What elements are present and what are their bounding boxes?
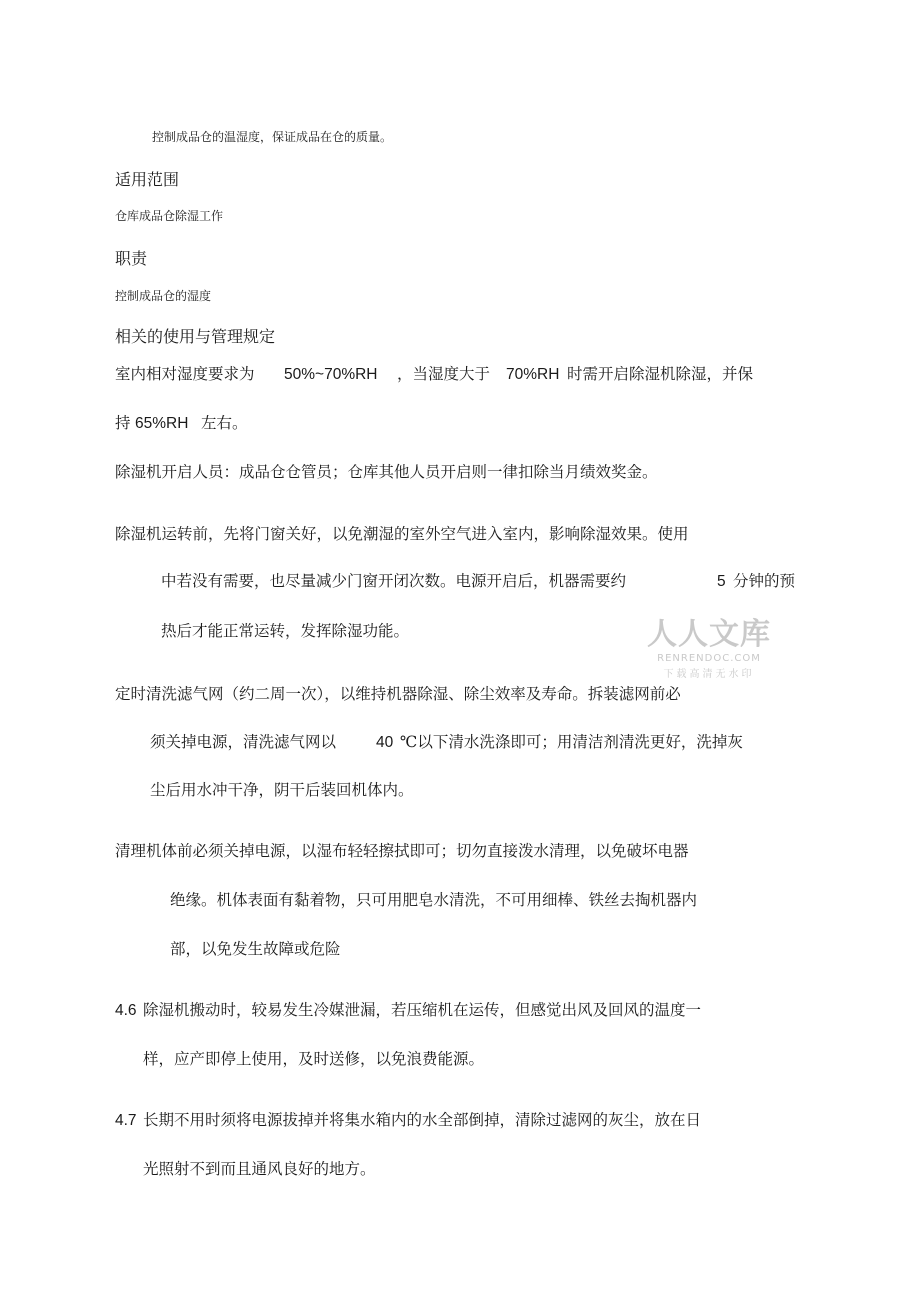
rule1-target: 65%RH (135, 415, 189, 432)
scope-text: 仓库成品仓除湿工作 (115, 209, 224, 223)
rule5-line2: 绝缘。机体表面有黏着物，只可用肥皂水清洗，不可用细棒、铁丝去掏机器内 (170, 891, 698, 909)
rule3-line3: 热后才能正常运转，发挥除湿功能。 (161, 622, 410, 640)
rule6-line1: 除湿机搬动时，较易发生冷媒泄漏，若压缩机在运传，但感觉出风及回风的温度一 (143, 1001, 702, 1019)
scope-heading: 适用范围 (115, 170, 180, 189)
rule4-line2-c: ℃以下清水洗涤即可；用清洁剂清洗更好，洗掉灰 (400, 733, 743, 751)
purpose-text: 控制成品仓的温湿度，保证成品在仓的质量。 (152, 130, 393, 144)
rule1-text-f: 持 (115, 414, 131, 432)
rule5-line1: 清理机体前必须关掉电源，以湿布轻轻擦拭即可；切勿直接泼水清理，以免破坏电器 (115, 842, 689, 860)
rule-operator: 除湿机开启人员：成品仓仓管员；仓库其他人员开启则一律扣除当月绩效奖金。 (115, 463, 658, 481)
rule6-line2: 样，应产即停上使用，及时送修，以免浪费能源。 (143, 1050, 485, 1068)
duty-heading: 职责 (115, 249, 148, 268)
rule1-text-a: 室内相对湿度要求为 (115, 365, 255, 383)
rule4-line2-a: 须关掉电源，清洗滤气网以 (150, 733, 337, 751)
rule3-line2-c: 分钟的预 (733, 572, 796, 590)
rule1-range: 50%~70%RH (284, 366, 378, 383)
duty-text: 控制成品仓的湿度 (115, 289, 212, 303)
rule1-text-h: 左右。 (201, 414, 248, 432)
rule1-text-c: ，当湿度大于 (397, 365, 491, 383)
rule5-line3: 部，以免发生故障或危险 (170, 940, 341, 958)
rule3-line2-a: 中若没有需要，也尽量减少门窗开闭次数。电源开启后，机器需要约 (161, 572, 627, 590)
rule6-number: 4.6 (115, 1002, 137, 1019)
rule4-line1: 定时清洗滤气网（约二周一次），以维持机器除湿、除尘效率及寿命。拆装滤网前必 (115, 685, 681, 703)
watermark-logo (646, 617, 772, 680)
rule4-line3: 尘后用水冲干净，阴干后装回机体内。 (150, 781, 414, 799)
rule1-threshold: 70%RH (506, 366, 560, 383)
rule1-text-e: 时需开启除湿机除湿，并保 (567, 365, 754, 383)
rule7-line2: 光照射不到而且通风良好的地方。 (143, 1160, 376, 1178)
rule7-line1: 长期不用时须将电源拔掉并将集水箱内的水全部倒掉，清除过滤网的灰尘，放在日 (143, 1111, 702, 1129)
rule4-temperature: 40 (376, 734, 394, 751)
rule3-minutes: 5 (717, 573, 726, 590)
rule7-number: 4.7 (115, 1112, 137, 1129)
watermark-subtitle: 下载高清无水印 (663, 669, 755, 680)
watermark-url: RENRENDOC.COM (657, 653, 761, 664)
rules-heading: 相关的使用与管理规定 (115, 327, 276, 346)
rule3-line1: 除湿机运转前，先将门窗关好，以免潮湿的室外空气进入室内，影响除湿效果。使用 (115, 525, 689, 543)
watermark-title: 人人文库 (647, 617, 771, 652)
